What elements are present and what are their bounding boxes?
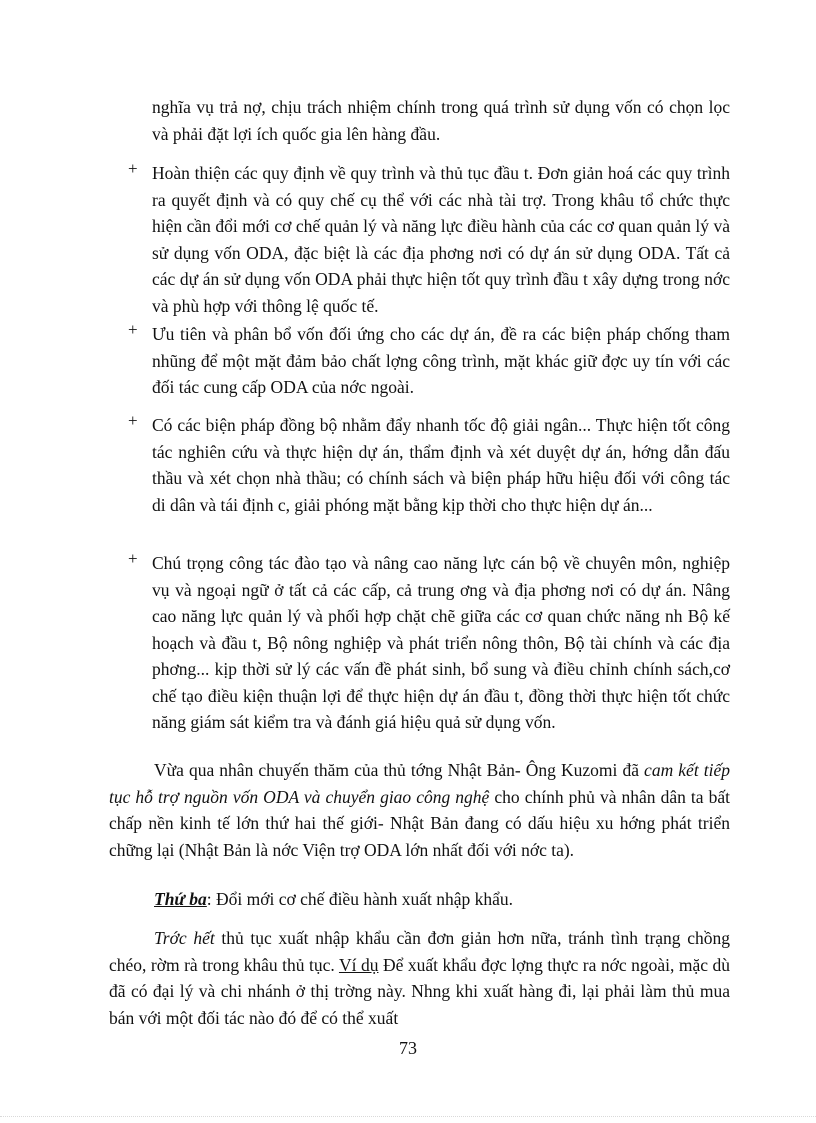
bullet-item: Chú trọng công tác đào tạo và nâng cao năng lực cán bộ về chuyên môn, nghiệp vụ và ngoại ngữ ở tất cả các cấp, cả trung ơng và địa phơng nơi có dự án. Nâng cao năng lực quản lý và phối hợp chặt chẽ giữa các cơ quan chức năng nh Bộ kế hoạch và đầu t, Bộ nông nghiệp và phát triển nông thôn, Bộ tài chính và các địa phơng... kịp thời sử lý các vấn đề phát sinh, bổ sung và điều chỉnh chính sách,cơ chế tạo điều kiện thuận lợi để thực hiện dự án đầu t, đồng thời thực hiện tốt chức năng giám sát kiểm tra và đánh giá hiệu quả sử dụng vốn. <box>152 553 730 732</box>
bullet-marker: + <box>128 411 138 430</box>
intro-continuation: nghĩa vụ trả nợ, chịu trách nhiệm chính trong quá trình sử dụng vốn có chọn lọc và phải đặt lợi ích quốc gia lên hàng đầu. <box>152 97 730 144</box>
page-bottom-divider <box>0 1116 816 1117</box>
japan-text-italic: cam kết tiếp tục hỗ trợ nguồn vốn ODA và chuyển giao công nghệ <box>109 760 730 807</box>
bullet-marker: + <box>128 159 138 178</box>
bullet-item: Có các biện pháp đồng bộ nhằm đẩy nhanh tốc độ giải ngân... Thực hiện tốt công tác nghiên cứu và thực hiện dự án, thẩm định và xét duyệt dự án, hớng dẫn đấu thầu và xét chọn nhà thầu; có chính sách và biện pháp hữu hiệu đối với công tác di dân và tái định c, giải phóng mặt bằng kịp thời cho thực hiện dự án... <box>152 415 730 515</box>
bullet-item: Ưu tiên và phân bổ vốn đối ứng cho các dự án, đề ra các biện pháp chống tham nhũng để một mặt đảm bảo chất lợng công trình, mặt khác giữ đợc uy tín với các đối tác cung cấp ODA của nớc ngoài. <box>152 324 730 397</box>
bullet-marker: + <box>128 549 138 568</box>
japan-paragraph <box>109 757 730 863</box>
section-heading <box>109 886 730 913</box>
last-paragraph <box>109 925 730 1031</box>
last-text-part2: Để xuất khẩu đợc lợng thực ra nớc ngoài, mặc dù đã có đại lý và chi nhánh ở thị trờng này. Nhng khi xuất hàng đi, lại phải làm thủ mua bán với một đối tác nào đó để có thể xuất <box>109 954 730 1028</box>
last-italic-start: Trớc hết <box>154 928 215 948</box>
last-text-part1: thủ tục xuất nhập khẩu cần đơn giản hơn nữa, tránh tình trạng chồng chéo, rờm rà trong khâu thủ tục. <box>109 928 730 975</box>
page-number: 73 <box>399 1038 417 1058</box>
example-label: Ví dụ <box>338 954 379 975</box>
bullet-item: Hoàn thiện các quy định về quy trình và thủ tục đầu t. Đơn giản hoá các quy trình ra quyết định và có quy chế cụ thể với các nhà tài trợ. Trong khâu tổ chức thực hiện cần đổi mới cơ chế quản lý và năng lực điều hành của các cơ quan quản lý và sử dụng vốn ODA, đặc biệt là các địa phơng nơi có dự án sử dụng ODA. Tất cả các dự án sử dụng vốn ODA phải thực hiện tốt quy trình đầu t xây dựng trong nớc và phù hợp với thông lệ quốc tế. <box>152 163 730 316</box>
bullet-marker: + <box>128 320 138 339</box>
japan-text-before: Vừa qua nhân chuyến thăm của thủ tớng Nhật Bản- Ông Kuzomi đã <box>154 760 645 780</box>
section-title: : Đổi mới cơ chế điều hành xuất nhập khẩu. <box>206 889 514 909</box>
section-label: Thứ ba <box>154 889 207 909</box>
japan-text-after: cho chính phủ và nhân dân ta bất chấp nền kinh tế lớn thứ hai thế giới- Nhật Bản đang có dấu hiệu xu hớng phát triển chững lại (Nhật Bản là nớc Viện trợ ODA lớn nhất đối với nớc ta). <box>109 786 730 860</box>
